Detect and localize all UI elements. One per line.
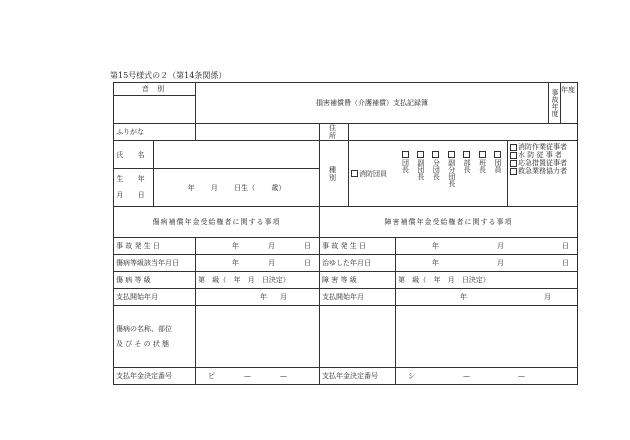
fire-corps-label: 消防団員 bbox=[359, 169, 388, 178]
furigana-value[interactable] bbox=[196, 124, 320, 141]
accident-date-value-right[interactable]: 年 月 日 bbox=[396, 238, 578, 255]
payment-start-value-right[interactable]: 年 月 bbox=[396, 289, 578, 306]
option-fire-work[interactable]: 消防作業従事者 bbox=[510, 143, 575, 151]
rank-fukudanchou[interactable]: 副団長 bbox=[417, 151, 424, 180]
furigana-label: ふりがな bbox=[114, 124, 196, 141]
rank-bundanchou[interactable]: 分団長 bbox=[432, 151, 439, 180]
right-section-title: 障害補償年金受給権者に関する事項 bbox=[320, 207, 578, 238]
option-emergency-measures[interactable]: 応急措置従事者 bbox=[510, 159, 575, 167]
decision-no-value-left[interactable]: ピ — — bbox=[196, 368, 320, 385]
illness-name-empty-value bbox=[396, 306, 578, 368]
grade-date-value[interactable]: 年 月 日 bbox=[196, 255, 320, 272]
rank-buchou[interactable]: 部長 bbox=[463, 151, 470, 173]
fiscal-year-label: 事故年度 bbox=[551, 89, 560, 117]
form-title: 損害補償費（介護補償）支払記録簿 bbox=[196, 83, 549, 124]
address-label: 住 所 bbox=[320, 124, 349, 141]
healed-date-value[interactable]: 年 月 日 bbox=[396, 255, 578, 272]
address-value[interactable] bbox=[349, 124, 578, 141]
rank-danin[interactable]: 団員 bbox=[494, 151, 501, 173]
rank-danchou[interactable]: 団長 bbox=[402, 151, 409, 173]
payment-start-label-right: 支払開始年月 bbox=[320, 289, 396, 306]
option-flood-prevention[interactable]: 水 防 従 事 者 bbox=[510, 151, 575, 159]
fire-corps-option[interactable] bbox=[349, 141, 396, 207]
accident-date-label-left: 事 故 発 生 日 bbox=[114, 238, 196, 255]
birth-label: 生 年 月 日 bbox=[114, 169, 154, 207]
rank-hanchou[interactable]: 班長 bbox=[479, 151, 486, 173]
decision-no-label-right: 支払年金決定番号 bbox=[320, 368, 396, 385]
payment-start-value-left[interactable]: 年 月 bbox=[196, 289, 320, 306]
accident-date-label-right: 事 故 発 生 日 bbox=[320, 238, 396, 255]
payment-start-label-left: 支払開始年月 bbox=[114, 289, 196, 306]
rank-fukubundanchou[interactable]: 副分団長 bbox=[448, 151, 455, 187]
accident-date-value-left[interactable]: 年 月 日 bbox=[196, 238, 320, 255]
other-type-options bbox=[508, 141, 578, 207]
name-value[interactable] bbox=[154, 141, 320, 169]
decision-no-label-left: 支払年金決定番号 bbox=[114, 368, 196, 385]
payment-record-form bbox=[113, 82, 578, 385]
kind-value[interactable] bbox=[114, 96, 196, 124]
illness-name-value[interactable] bbox=[196, 306, 320, 368]
decision-no-value-right[interactable]: シ — — bbox=[396, 368, 578, 385]
name-label: 氏 名 bbox=[114, 141, 154, 169]
illness-grade-label: 傷 病 等 級 bbox=[114, 272, 196, 289]
type-label: 種 別 bbox=[320, 141, 349, 207]
kind-label: 音 別 bbox=[114, 83, 196, 96]
illness-grade-value[interactable]: 第 級（ 年 月 日決定） bbox=[196, 272, 320, 289]
left-section-title: 傷病補償年金受給権者に関する事項 bbox=[114, 207, 320, 238]
year-label: 年度 bbox=[561, 86, 576, 94]
disability-grade-value[interactable]: 第 級（ 年 月 日決定） bbox=[396, 272, 578, 289]
illness-name-label: 傷病の名称、部位 及 び そ の 状 態 bbox=[114, 306, 196, 368]
grade-date-label: 傷病等級該当年月日 bbox=[114, 255, 196, 272]
birth-value[interactable]: 年 月 日生（ 歳） bbox=[154, 169, 320, 207]
fiscal-year-cell bbox=[549, 83, 578, 124]
fire-corps-checkbox[interactable] bbox=[351, 170, 358, 177]
illness-name-empty-label bbox=[320, 306, 396, 368]
rank-options bbox=[396, 141, 508, 207]
healed-date-label: 治ゆした年月日 bbox=[320, 255, 396, 272]
disability-grade-label: 障 害 等 級 bbox=[320, 272, 396, 289]
option-rescue-cooperation[interactable]: 救急業務協力者 bbox=[510, 167, 575, 175]
form-number: 第15号様式の２（第14条関係） bbox=[110, 71, 227, 80]
